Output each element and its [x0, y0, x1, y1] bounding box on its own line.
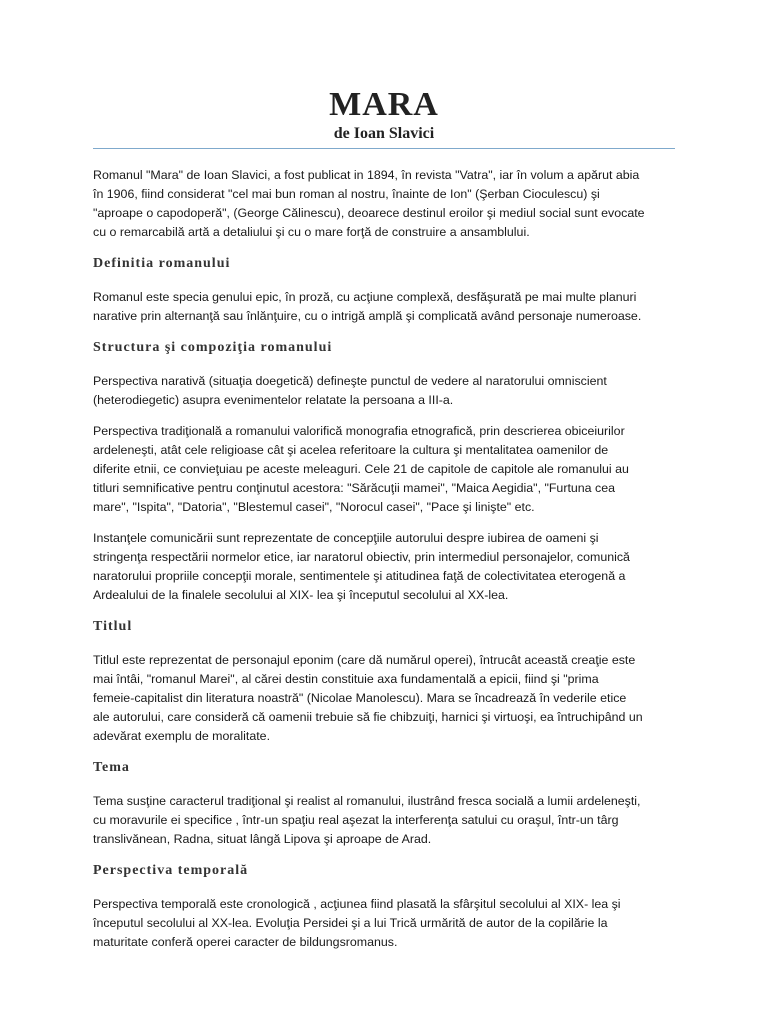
- section-heading: Definitia romanului: [93, 256, 231, 271]
- intro-paragraph: Romanul "Mara" de Ioan Slavici, a fost publicat in 1894, în revista "Vatra", iar în volum a apărut abia în 1906, fiind considerat "cel mai bun roman al nostru, înainte de Ion" (Şerban Cioculescu) şi "aproape o capodoperă", (George Călinescu), deoarece destinul eroilor şi mediul social sunt evocate cu o remarcabilă artă a detaliului şi cu o mare forţă de construire a ansamblului.: [93, 168, 645, 239]
- section-paragraph: Titlul este reprezentat de personajul eponim (care dă numărul operei), întrucât această creaţie este mai întâi, "romanul Marei", al cărei destin constituie axa fundamentală a epicii, fiind şi "prima femeie-capitalist din literatura noastră" (Nicolae Manolescu). Mara se încadrează în vederile etice ale autorului, care consideră că oamenii trebuie să fie chibzuiţi, harnici şi virtuoşi, ea întruchipând un adevărat exemplu de moralitate.: [93, 653, 643, 743]
- section-paragraph: Romanul este specia genului epic, în proză, cu acţiune complexă, desfăşurată pe mai multe planuri narative prin alternanţă sau înlănţuire, cu o intrigă amplă şi complicată având personaje numeroase.: [93, 290, 642, 323]
- section-structura: [93, 338, 683, 605]
- section-paragraph: Tema susţine caracterul tradiţional şi realist al romanului, ilustrând fresca socială a lumii ardeleneşti, cu moravurile ei specifice , într-un spaţiu real aşezat la interferenţa satului cu oraşul, într-un târg translivănean, Radna, situat lângă Lipova şi aproape de Arad.: [93, 794, 641, 846]
- document-title: MARA: [329, 86, 439, 123]
- title-divider: [93, 148, 675, 149]
- section-paragraph: Perspectiva tradiţională a romanului valorifică monografia etnografică, prin descrierea obiceiurilor ardeleneşti, atât cele religioase cât şi acelea referitoare la cultura şi mentalitatea oamenilor de diferite etnii, ce convieţuiau pe aceste meleaguri. Cele 21 de capitole de capitole ale romanului au titluri semnificative pentru conţinutul acestora: "Sărăcuţii mamei", "Maica Aegidia", "Furtuna cea mare", "Ispita", "Datoria", "Blestemul casei", "Norocul casei", "Pace şi linişte" etc.: [93, 424, 629, 514]
- section-heading: Tema: [93, 760, 130, 775]
- section-perspectiva-temporala: [93, 861, 683, 952]
- section-paragraph: Perspectiva temporală este cronologică , acţiunea fiind plasată la sfârşitul secolului al XIX- lea şi începutul secolului al XX-lea. Evoluţia Persidei şi a lui Trică urmărită de autor de la copilărie la maturitate conferă operei caracter de bildungsromanus.: [93, 897, 621, 949]
- document-body: [93, 166, 683, 964]
- section-tema: [93, 758, 683, 849]
- section-titlul: [93, 617, 683, 746]
- document-author: de Ioan Slavici: [333, 125, 435, 142]
- section-paragraph: Perspectiva narativă (situaţia doegetică) defineşte punctul de vedere al naratorului omniscient (heterodiegetic) asupra evenimentelor relatate la persoana a III-a.: [93, 374, 607, 407]
- section-definitia: [93, 254, 683, 326]
- section-heading: Titlul: [93, 619, 133, 634]
- section-heading: Structura şi compoziţia romanului: [93, 340, 333, 355]
- section-heading: Perspectiva temporală: [93, 863, 249, 878]
- section-paragraph: Instanţele comunicării sunt reprezentate de concepţiile autorului despre iubirea de oameni şi stringenţa respectării normelor etice, iar naratorul obiectiv, prin intermediul personajelor, comunică naratorului propriile concepţii morale, sentimentele şi atitudinea faţă de colectivitatea eterogenă a Ardealului de la finalele secolului al XIX- lea şi începutul secolului al XX-lea.: [93, 531, 630, 602]
